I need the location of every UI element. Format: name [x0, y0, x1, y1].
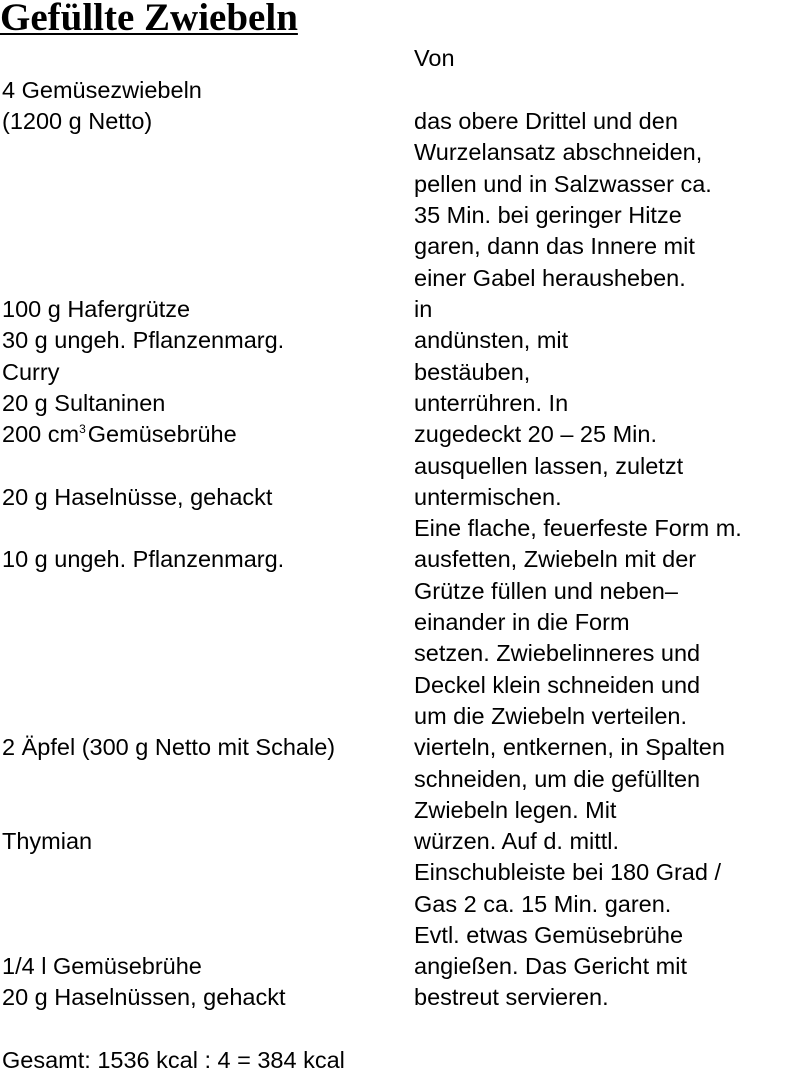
instruction-line: Grütze füllen und neben– — [414, 578, 678, 604]
instruction-line: angießen. Das Gericht mit — [414, 953, 687, 979]
instruction-line: 35 Min. bei geringer Hitze — [414, 202, 682, 228]
calorie-total: Gesamt: 1536 kcal : 4 = 384 kcal — [2, 1047, 345, 1073]
instruction-line: andünsten, mit — [414, 327, 569, 353]
instruction-line: Einschubleiste bei 180 Grad / — [414, 859, 721, 885]
instruction-line: in — [414, 296, 433, 322]
instruction-line: untermischen. — [414, 484, 562, 510]
ingredient-hazelnuts-2: 20 g Haselnüssen, gehackt — [2, 984, 286, 1010]
ingredient-thyme: Thymian — [2, 828, 93, 854]
instruction-line: würzen. Auf d. mittl. — [414, 828, 620, 854]
instruction-line: ausquellen lassen, zuletzt — [414, 453, 684, 479]
instruction-line: pellen und in Salzwasser ca. — [414, 171, 712, 197]
instruction-line: bestäuben, — [414, 359, 531, 385]
instruction-line: unterrühren. In — [414, 390, 569, 416]
ingredient-curry: Curry — [2, 359, 60, 385]
instruction-line: Evtl. etwas Gemüsebrühe — [414, 922, 684, 948]
ingredient-hazelnuts-1: 20 g Haselnüsse, gehackt — [2, 484, 273, 510]
broth-1-name: Gemüsebrühe — [87, 421, 237, 447]
instruction-line: Gas 2 ca. 15 Min. garen. — [414, 891, 672, 917]
broth-1-amount: 200 cm — [2, 421, 80, 447]
instruction-line: einer Gabel herausheben. — [414, 265, 686, 291]
instruction-line: schneiden, um die gefüllten — [414, 766, 701, 792]
ingredient-oat-groats: 100 g Hafergrütze — [2, 296, 191, 322]
ingredient-broth-2: 1/4 l Gemüsebrühe — [2, 953, 202, 979]
ingredient-onions: 4 Gemüsezwiebeln — [2, 77, 202, 103]
ingredient-apples: 2 Äpfel (300 g Netto mit Schale) — [2, 734, 336, 760]
recipe-title: Gefüllte Zwiebeln — [0, 0, 298, 39]
instruction-line: das obere Drittel und den — [414, 108, 678, 134]
instruction-line: bestreut servieren. — [414, 984, 609, 1010]
instruction-line: Zwiebeln legen. Mit — [414, 797, 617, 823]
instruction-line: Von — [414, 45, 455, 71]
instruction-line: einander in die Form — [414, 609, 630, 635]
ingredient-onions-weight: (1200 g Netto) — [2, 108, 153, 134]
ingredient-margarine-1: 30 g ungeh. Pflanzenmarg. — [2, 327, 285, 353]
instruction-line: vierteln, entkernen, in Spalten — [414, 734, 725, 760]
instruction-line: ausfetten, Zwiebeln mit der — [414, 546, 697, 572]
instruction-line: Wurzelansatz abschneiden, — [414, 139, 703, 165]
instruction-line: setzen. Zwiebelinneres und — [414, 640, 701, 666]
ingredient-sultanas: 20 g Sultaninen — [2, 390, 166, 416]
instruction-line: zugedeckt 20 – 25 Min. — [414, 421, 657, 447]
instruction-line: Eine flache, feuerfeste Form m. — [414, 515, 742, 541]
instruction-line: Deckel klein schneiden und — [414, 672, 701, 698]
instruction-line: um die Zwiebeln verteilen. — [414, 703, 687, 729]
broth-1-exponent: 3 — [79, 422, 86, 436]
instruction-line: garen, dann das Innere mit — [414, 233, 695, 259]
ingredient-margarine-2: 10 g ungeh. Pflanzenmarg. — [2, 546, 285, 572]
ingredient-broth-1 — [2, 419, 237, 450]
